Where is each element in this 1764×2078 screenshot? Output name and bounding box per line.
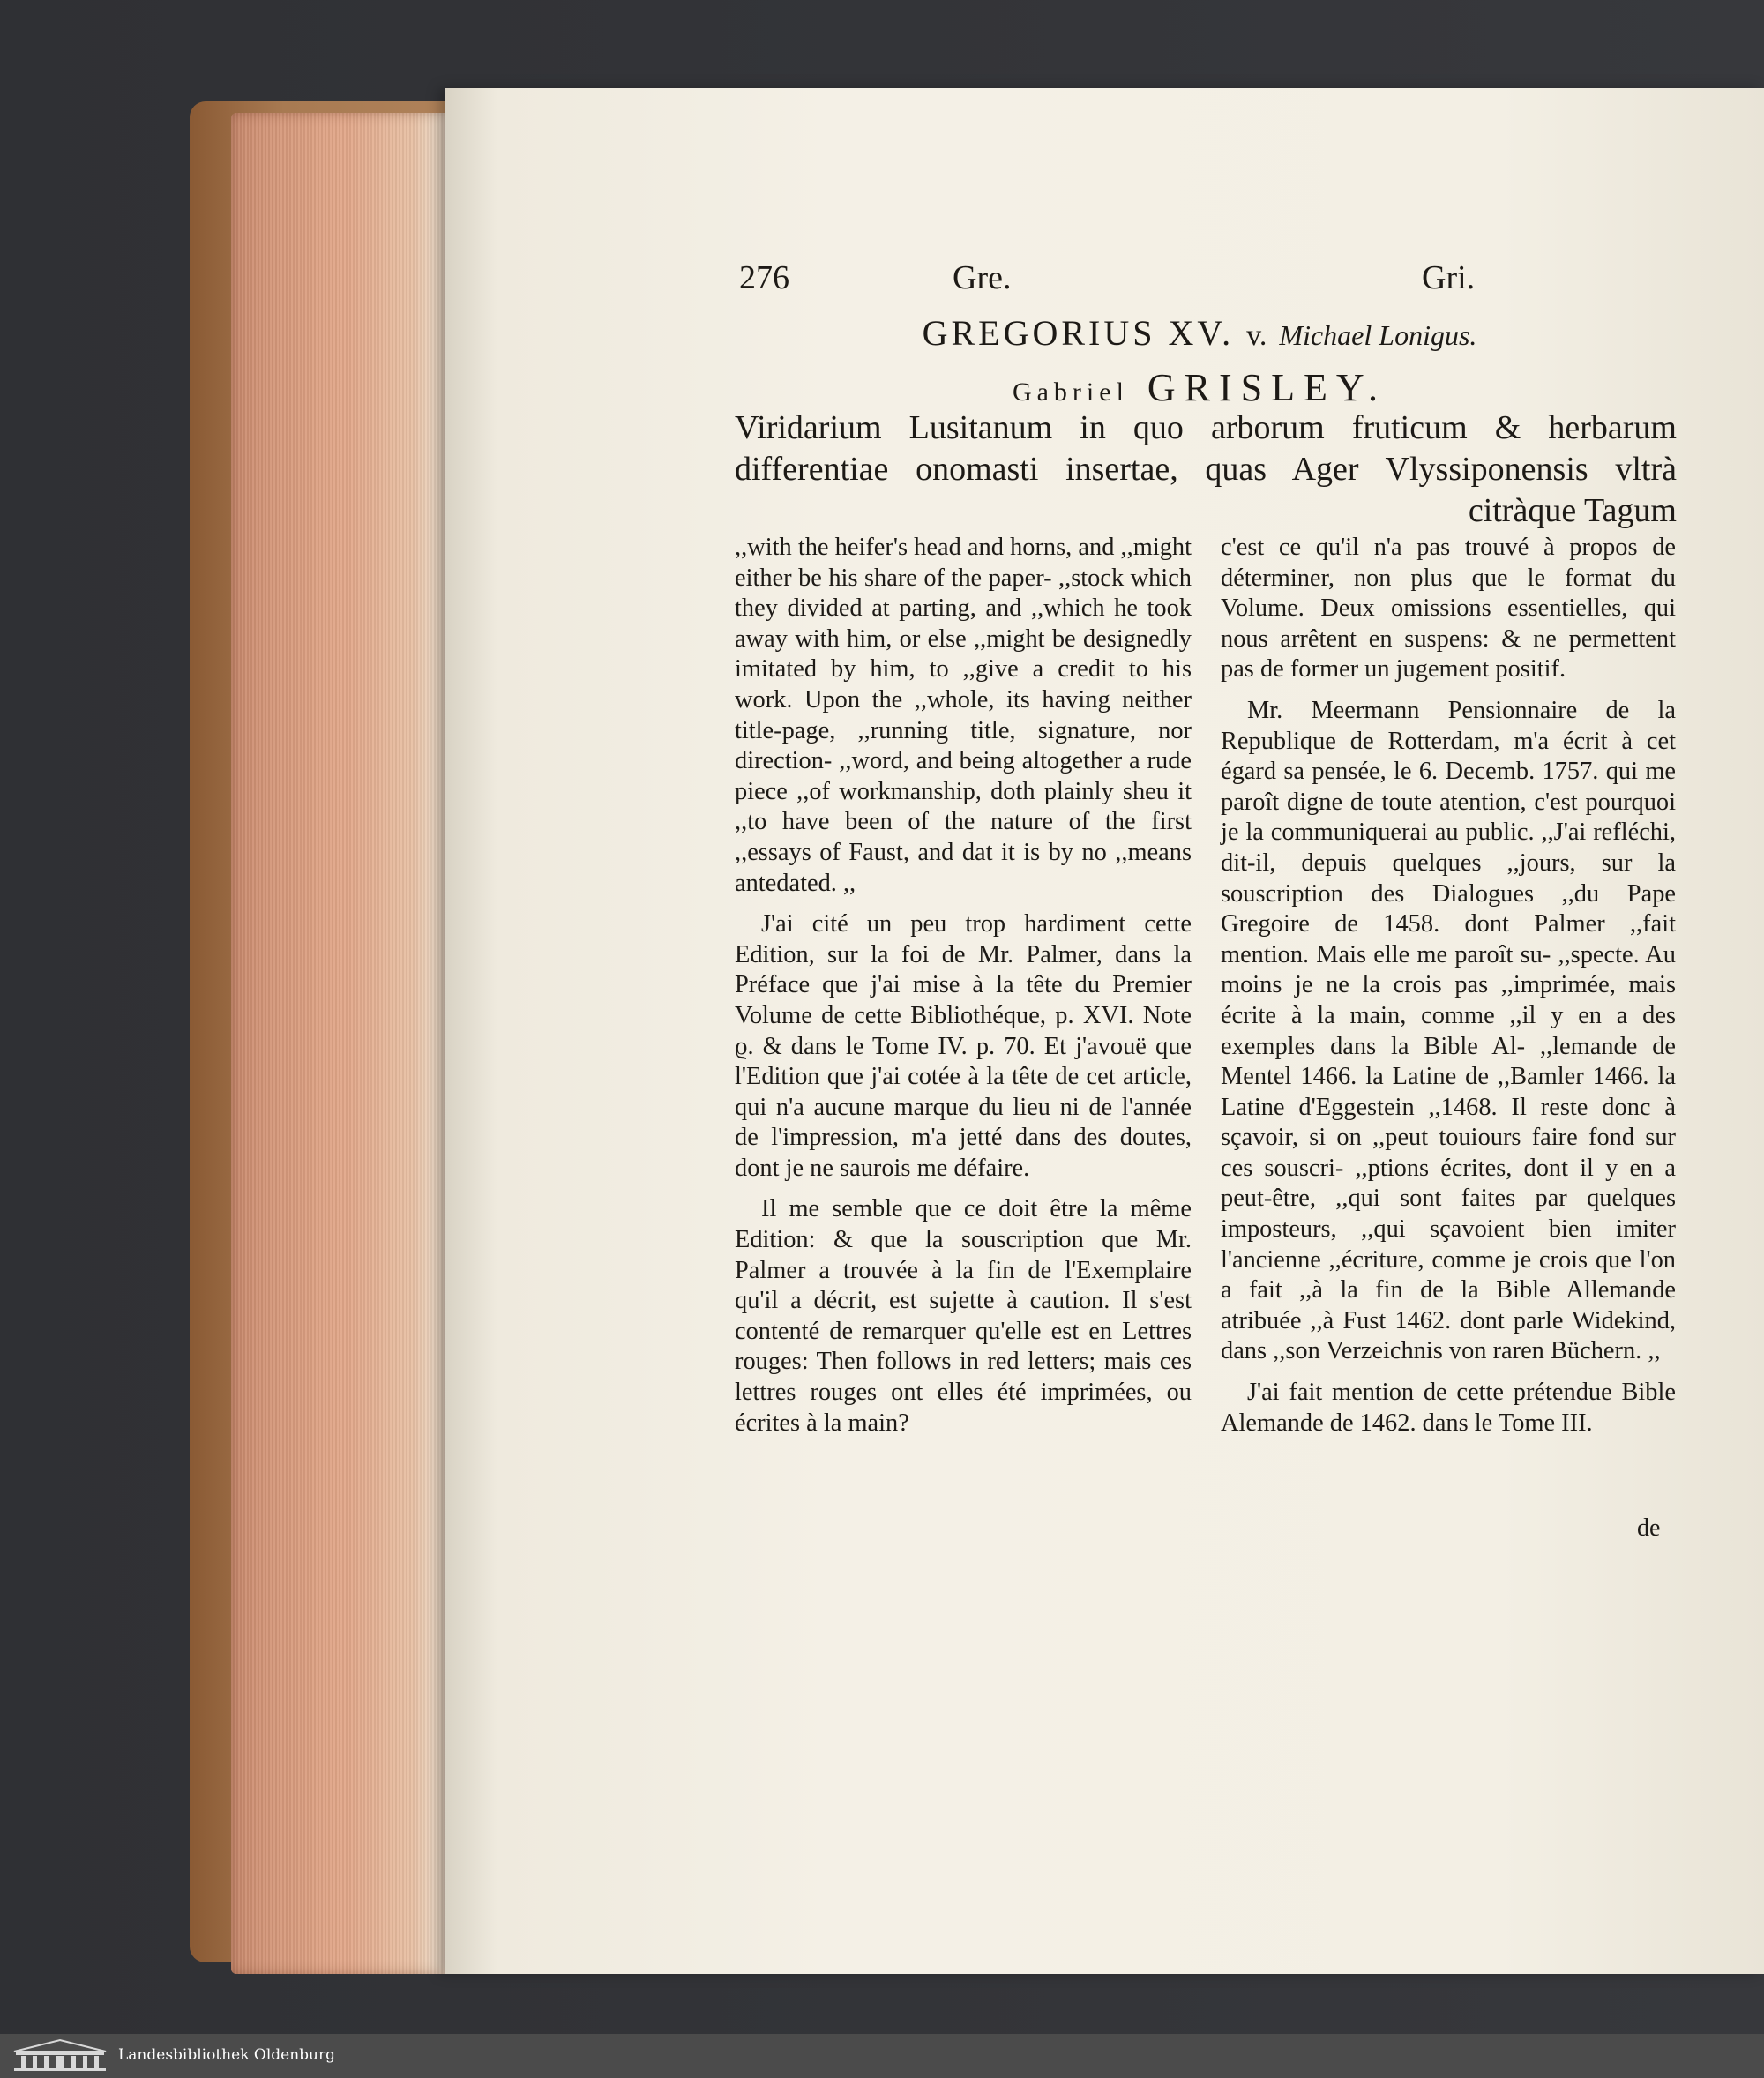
paragraph: Il me semble que ce doit être la même Edition: & que la souscription que Mr. Palmer a trouvée à la fin de l'Exemplaire qu'il a décrit, est sujette à caution. Il s'est contenté de remarquer qu'elle est en Lettres rouges: Then follows in red letters; mais ces lettres rouges ont elles été imprimées, ou écrites à la main?: [735, 1195, 1192, 1437]
paragraph: ,,with the heifer's head and horns, and ,,might either be his share of the paper- ,,stock which they divided at parting, and ,,which he took away with him, or else ,,might be designedly imitated by him, to ,,give a credit to his work. Upon the ,,whole, its having neither title-page, ,,running title, signature, nor direction- ,,word, and being altogether a rude piece ,,of workmanship, doth plainly sheu it ,,to have been of the nature of the first ,,essays of Faust, and dat it is by no ,,means antedated. ,,: [735, 534, 1192, 897]
entry-title: Viridarium Lusitanum in quo arborum fruticum & herbarum differentiae onomasti insertae, quas Ager Vlyssiponensis vltrà citràque Tagum: [735, 409, 1677, 529]
heading-see: v.: [1246, 319, 1267, 352]
page-edges: [231, 113, 445, 1974]
right-column: [1221, 533, 1676, 1449]
library-name: Landesbibliothek Oldenburg: [118, 2046, 336, 2064]
paragraph: c'est ce qu'il n'a pas trouvé à propos de déterminer, non plus que le format du Volume. Deux omissions essentielles, qui nous arrêtent en suspens: & ne permettent pas de former un jugement positif.: [1221, 534, 1676, 684]
author-first-name: Gabriel: [1012, 377, 1129, 407]
paragraph: J'ai cité un peu trop hardiment cette Edition, sur la foi de Mr. Palmer, dans la Préface que j'ai mise à la tête du Premier Volume de cette Bibliothéque, p. XVI. Note ϱ. & dans le Tome IV. p. 70. Et j'avouë que l'Edition que j'ai cotée à la tête de cet article, qui n'a aucune marque du lieu ni de l'année de l'impression, m'a jetté dans des doutes, dont je ne saurois me défaire.: [735, 910, 1192, 1182]
running-head-left: Gre.: [953, 259, 1012, 296]
heading-reference: Michael Lonigus.: [1279, 319, 1477, 351]
heading-main: GREGORIUS XV.: [922, 313, 1235, 353]
paragraph: J'ai fait mention de cette prétendue Bible Alemande de 1462. dans le Tome III.: [1221, 1379, 1676, 1437]
author-last-name: GRISLEY.: [1147, 366, 1387, 409]
running-head-right: Gri.: [1422, 259, 1476, 296]
paragraph: Mr. Meermann Pensionnaire de la Republique de Rotterdam, m'a écrit à cet égard sa pensée, le 6. Decemb. 1757. qui me paroît digne de toute atention, c'est pourquoi je la communiquerai au public. ,,J'ai refléchi, dit-il, depuis quelques ,,jours, sur la souscription des Dialogues ,,du Pape Gregoire de 1458. dont Palmer ,,fait mention. Mais elle me paroît su- ,,specte. Au moins je ne la crois pas ,,imprimée, mais écrite à la main, comme ,,il y en a des exemples dans la Bible Al- ,,lemande de Mentel 1466. la Latine de ,,Bamler 1466. la Latine d'Eggestein ,,1468. Il reste donc à sçavoir, si on ,,peut touiours faire fond sur ces souscri- ,,ptions écrites, dont il y en a peut-être, ,,qui sont faites par quelques imposteurs, ,,qui sçavoient bien imiter l'ancienne ,,écriture, comme je crois que l'on a fait ,,à la fin de la Bible Allemande atribuée ,,à Fust 1462. dont parle Widekind, dans ,,son Verzeichnis von raren Büchern. ,,: [1221, 696, 1676, 1365]
catchword: de: [1637, 1514, 1661, 1542]
left-column: [735, 533, 1192, 1449]
library-building-icon: [11, 2037, 109, 2073]
page-number: 276: [739, 259, 789, 296]
cross-reference-heading: [723, 310, 1676, 359]
